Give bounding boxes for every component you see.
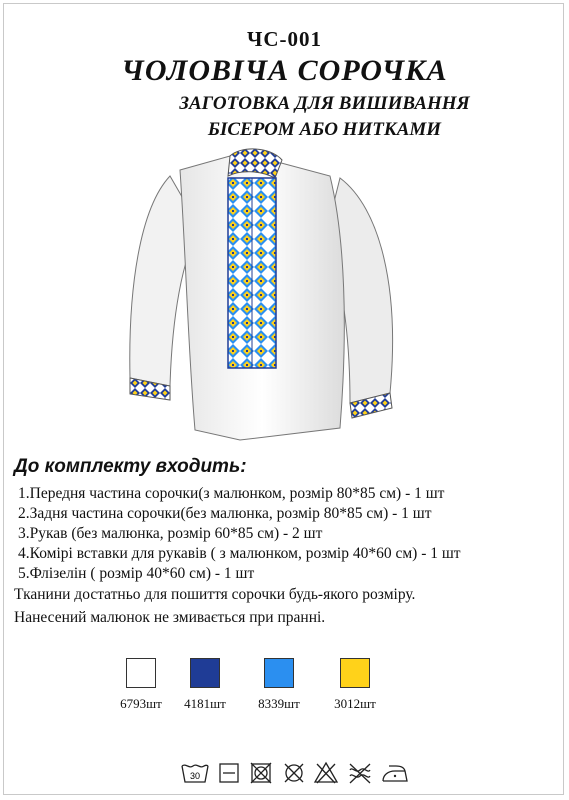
wash-30-icon	[180, 760, 210, 788]
subtitle-line-2: БІСЕРОМ АБО НИТКАМИ	[207, 119, 442, 140]
no-dry-clean-icon	[283, 760, 305, 788]
kit-item: 3.Рукав (без малюнка, розмір 60*85 см) - 2 шт	[18, 525, 323, 542]
iron-icon	[380, 760, 410, 788]
color-swatch-yellow	[340, 658, 370, 688]
kit-item: 5.Флізелін ( розмір 40*60 см) - 1 шт	[18, 565, 255, 582]
kit-heading: До комплекту входить:	[14, 456, 247, 477]
wash-temp-label: 30	[189, 771, 201, 781]
product-code: ЧС-001	[246, 27, 323, 51]
color-swatch-white	[126, 658, 156, 688]
color-count-dark-blue: 4181шт	[184, 696, 226, 711]
subtitle-line-1: ЗАГОТОВКА ДЛЯ ВИШИВАННЯ	[179, 93, 470, 114]
color-count-white: 6793шт	[120, 696, 162, 711]
note-washable: Нанесений малюнок не змивається при пранні.	[14, 609, 326, 626]
note-fabric: Тканини достатньо для пошиття сорочки будь-якого розміру.	[14, 586, 416, 603]
page-title: ЧОЛОВІЧА СОРОЧКА	[121, 54, 448, 87]
kit-item: 2.Задня частина сорочки(без малюнка, розмір 80*85 см) - 1 шт	[18, 505, 432, 522]
color-count-light-blue: 8339шт	[258, 696, 300, 711]
color-swatch-light-blue	[264, 658, 294, 688]
no-bleach-icon	[313, 760, 339, 788]
no-wring-icon	[347, 760, 373, 788]
dry-line-icon	[218, 760, 240, 788]
color-count-yellow: 3012шт	[334, 696, 376, 711]
kit-list	[18, 484, 461, 584]
shirt-illustration	[100, 148, 460, 448]
kit-item: 1.Передня частина сорочки(з малюнком, розмір 80*85 см) - 1 шт	[18, 485, 445, 502]
kit-item: 4.Комірі вставки для рукавів ( з малюнком, розмір 40*60 см) - 1 шт	[18, 545, 461, 562]
no-tumble-dry-icon	[250, 760, 272, 788]
color-swatch-dark-blue	[190, 658, 220, 688]
